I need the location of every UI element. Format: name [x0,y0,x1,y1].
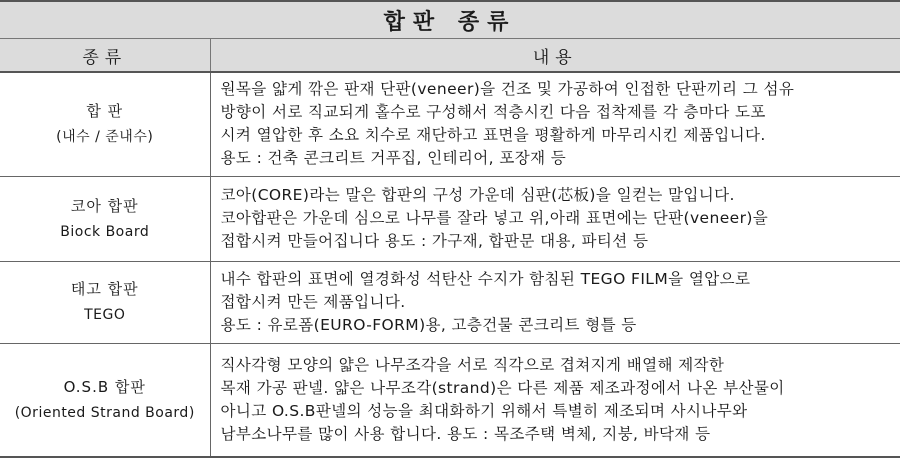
content-line: 용도 : 유로폼(EURO-FORM)용, 고층건물 콘크리트 형틀 등 [220,315,637,334]
type-cell [0,176,210,261]
content-line: 용도 : 건축 콘크리트 거푸집, 인테리어, 포장재 등 [220,149,567,168]
table-row-core-plywood [0,176,900,261]
content-line: 목재 가공 판넬. 얇은 나무조각(strand)은 다른 제품 제조과정에서 나온 부산물이 [220,378,785,397]
type-cell [0,343,210,457]
content-cell [210,72,900,176]
content-cell [210,343,900,457]
content-line: 방향이 서로 직교되게 홀수로 구성해서 적층시킨 다음 접착제를 각 층마다 도포 [220,103,766,122]
content-line: 남부소나무를 많이 사용 합니다. 용도 : 목조주택 벽체, 지붕, 바닥재 등 [220,424,711,443]
type-cell [0,261,210,343]
content-line: 접합시켜 만든 제품입니다. [220,292,406,311]
content-line: 코아합판은 가운데 심으로 나무를 잘라 넣고 위,아래 표면에는 단판(veneer)을 [220,209,769,227]
table-title-row [0,1,900,39]
type-name: O.S.B 합판 [63,377,146,396]
type-cell [0,72,210,176]
type-name: 태고 합판 [70,280,139,298]
header-content: 내용 [210,39,900,73]
table-row-osb-plywood [0,343,900,457]
table-row-plywood [0,72,900,176]
content-line: 코아(CORE)라는 말은 합판의 구성 가운데 심판(芯板)을 일컫는 말입니다. [220,186,735,204]
content-line: 원목을 얇게 깎은 판재 단판(veneer)을 건조 및 가공하여 인접한 단판끼리 그 섬유 [220,80,795,99]
content-cell [210,261,900,343]
content-cell [210,176,900,261]
type-subtitle: (Oriented Strand Board) [14,404,195,421]
table-header-row [0,39,900,73]
type-name: 합 판 [86,102,124,121]
table-title: 합판 종류 [0,1,900,39]
content-line: 직사각형 모양의 얇은 나무조각을 서로 직각으로 겹쳐지게 배열해 제작한 [220,355,725,374]
type-subtitle: (내수 / 준내수) [56,129,154,146]
content-line: 시켜 열압한 후 소요 치수로 재단하고 표면을 평활하게 마무리시킨 제품입니다. [220,126,766,145]
content-line: 접합시켜 만들어집니다 용도 : 가구재, 합판문 대용, 파티션 등 [220,232,649,250]
table-row-tego-plywood [0,261,900,343]
header-type: 종류 [0,39,210,73]
content-line: 아니고 O.S.B판넬의 성능을 최대화하기 위해서 특별히 제조되며 사시나무와 [220,401,748,420]
type-name: 코아 합판 [70,196,139,215]
type-subtitle: TEGO [84,307,126,323]
content-line: 내수 합판의 표면에 열경화성 석탄산 수지가 함침된 TEGO FILM을 열압으로 [220,269,751,288]
type-subtitle: Biock Board [60,223,150,240]
